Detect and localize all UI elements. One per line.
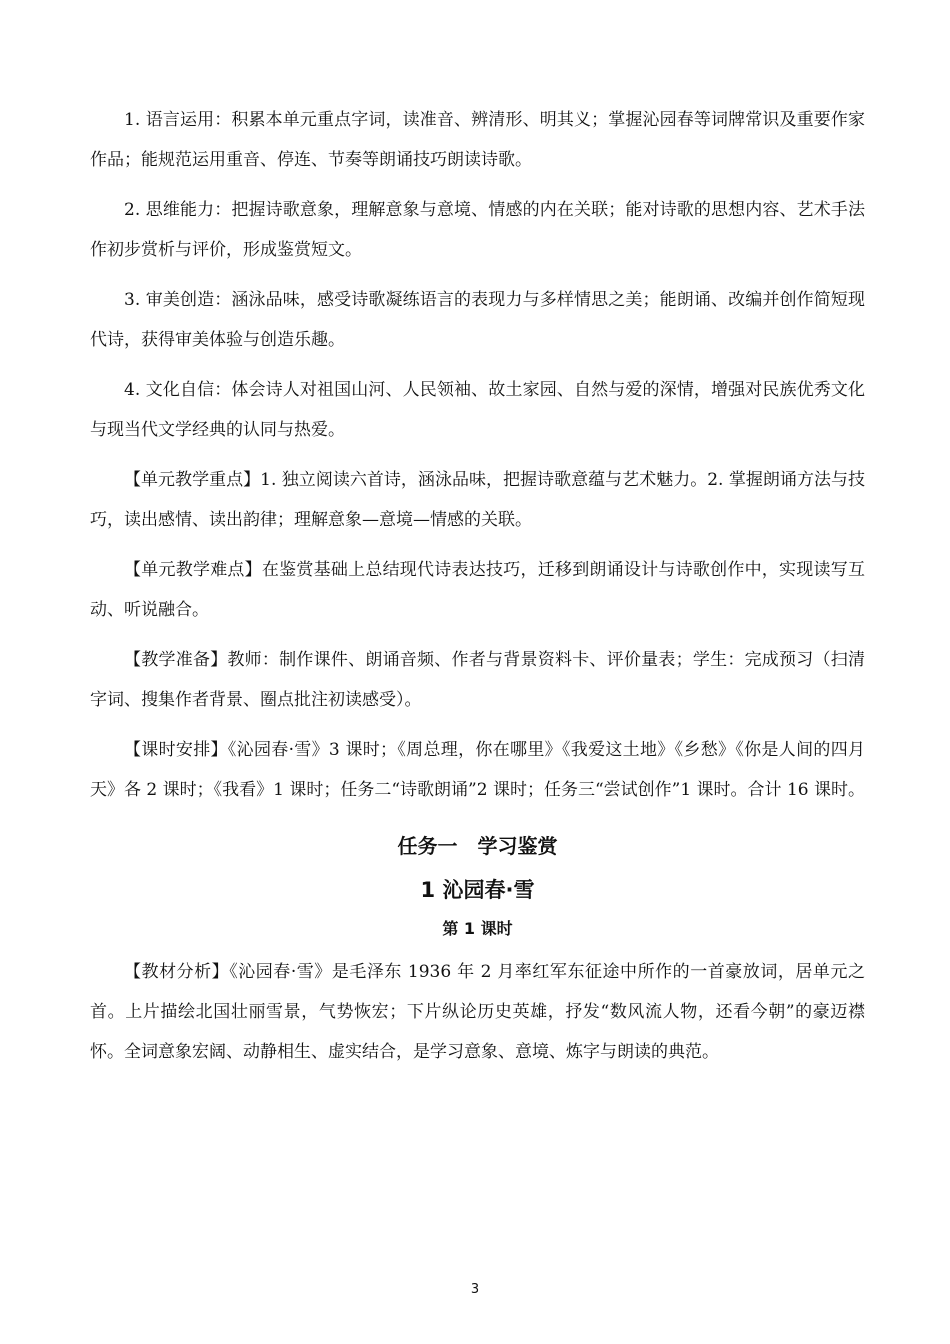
page-number: 3 xyxy=(470,1282,480,1297)
period-heading: 第 1 课时 xyxy=(442,919,513,938)
objective-culture: 4. 文化自信：体会诗人对祖国山河、人民领袖、故土家园、自然与爱的深情，增强对民族优秀文化与现当代文学经典的认同与热爱。 xyxy=(90,380,865,440)
lesson-schedule: 【课时安排】《沁园春·雪》3 课时；《周总理，你在哪里》《我爱这土地》《乡愁》《你是人间的四月天》各 2 课时；《我看》1 课时；任务二“诗歌朗诵”2 课时；任务三“尝试创作”1 课时。合计 16 课时。 xyxy=(90,740,865,800)
objective-thinking: 2. 思维能力：把握诗歌意象，理解意象与意境、情感的内在关联；能对诗歌的思想内容、艺术手法作初步赏析与评价，形成鉴赏短文。 xyxy=(90,200,865,260)
task-heading: 任务一 学习鉴赏 xyxy=(397,834,558,858)
objective-language: 1. 语言运用：积累本单元重点字词，读准音、辨清形、明其义；掌握沁园春等词牌常识及重要作家作品；能规范运用重音、停连、节奏等朗诵技巧朗读诗歌。 xyxy=(90,110,865,170)
unit-key-points: 【单元教学重点】1. 独立阅读六首诗，涵泳品味，把握诗歌意蕴与艺术魅力。2. 掌握朗诵方法与技巧，读出感情、读出韵律；理解意象—意境—情感的关联。 xyxy=(90,470,865,530)
objective-aesthetic: 3. 审美创造：涵泳品味，感受诗歌凝练语言的表现力与多样情思之美；能朗诵、改编并创作简短现代诗，获得审美体验与创造乐趣。 xyxy=(90,290,865,350)
unit-difficulties: 【单元教学难点】在鉴赏基础上总结现代诗表达技巧，迁移到朗诵设计与诗歌创作中，实现读写互动、听说融合。 xyxy=(90,560,865,620)
document-body xyxy=(90,100,865,1082)
teaching-preparation: 【教学准备】教师：制作课件、朗诵音频、作者与背景资料卡、评价量表；学生：完成预习（扫清字词、搜集作者背景、圈点批注初读感受）。 xyxy=(90,650,865,710)
lesson-title: 1 沁园春·雪 xyxy=(420,878,535,902)
textbook-analysis: 【教材分析】《沁园春·雪》是毛泽东 1936 年 2 月率红军东征途中所作的一首豪放词，居单元之首。上片描绘北国壮丽雪景，气势恢宏；下片纵论历史英雄，抒发“数风流人物，还看今朝”的豪迈襟怀。全词意象宏阔、动静相生、虚实结合，是学习意象、意境、炼字与朗读的典范。 xyxy=(90,962,865,1062)
